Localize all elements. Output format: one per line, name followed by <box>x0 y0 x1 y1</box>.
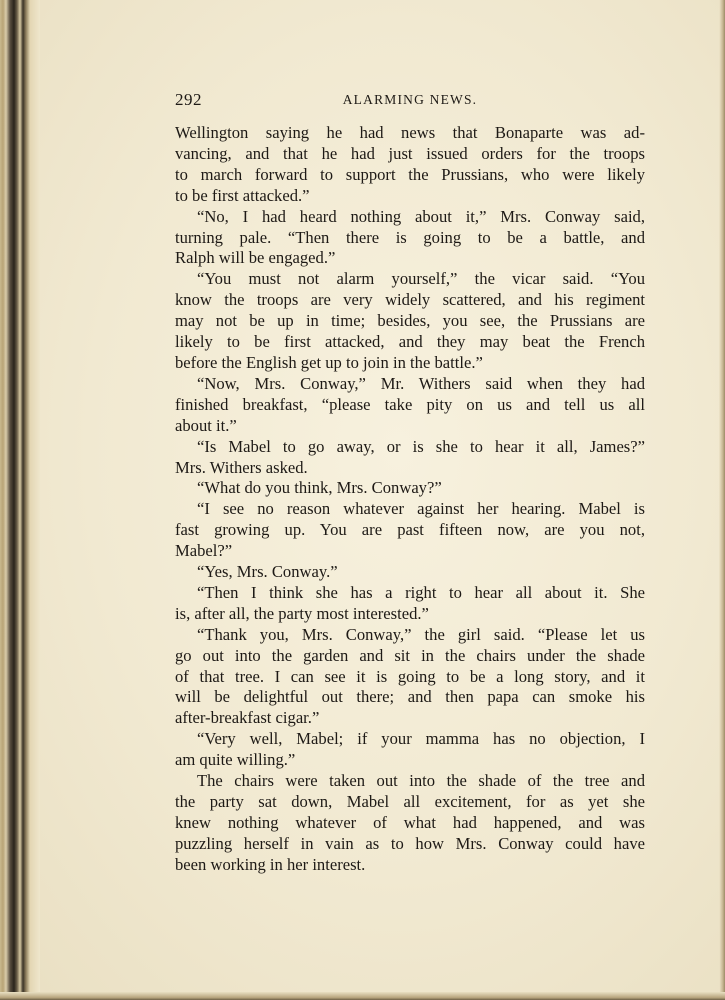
text-line: Mabel?” <box>175 541 233 561</box>
text-line: The chairs were taken out into the shade of the tree and <box>197 771 645 791</box>
text-line: likely to be first attacked, and they may beat the French <box>175 332 645 352</box>
text-line: “I see no reason whatever against her hearing. Mabel is <box>197 499 645 519</box>
text-line: of that tree. I can see it is going to be a long story, and it <box>175 666 645 686</box>
text-line: may not be up in time; besides, you see, the Prussians are <box>175 311 645 331</box>
text-line: “Thank you, Mrs. Conway,” the girl said. “Please let us <box>197 624 645 644</box>
text-line: “Now, Mrs. Conway,” Mr. Withers said when they had <box>197 373 645 393</box>
text-line: Mrs. Withers asked. <box>175 457 308 477</box>
text-line: “Is Mabel to go away, or is she to hear it all, James?” <box>197 436 645 456</box>
text-line: will be delightful out there; and then papa can smoke his <box>175 687 645 707</box>
text-line: “What do you think, Mrs. Conway?” <box>197 478 442 498</box>
page-edge-bottom <box>0 992 725 1000</box>
text-line: before the English get up to join in the battle.” <box>175 352 483 372</box>
text-line: go out into the garden and sit in the chairs under the shade <box>175 645 645 665</box>
text-line: “Very well, Mabel; if your mamma has no objection, I <box>197 729 645 749</box>
book-spine <box>0 0 40 1000</box>
running-head: ALARMING NEWS. <box>342 92 478 107</box>
page-header <box>175 90 645 112</box>
text-line: the party sat down, Mabel all excitement, for as yet she <box>175 792 645 811</box>
text-line: about it.” <box>175 415 237 435</box>
text-line: fast growing up. You are past fifteen now, are you not, <box>175 520 645 540</box>
text-line: finished breakfast, “please take pity on us and tell us all <box>175 394 645 414</box>
text-line: Wellington saying he had news that Bonaparte was ad- <box>175 123 645 142</box>
text-line: after-breakfast cigar.” <box>175 708 320 728</box>
text-line: knew nothing whatever of what had happened, and was <box>175 812 645 832</box>
text-line: been working in her interest. <box>175 854 366 874</box>
text-line: “Yes, Mrs. Conway.” <box>197 562 338 582</box>
text-line: know the troops are very widely scattered, and his regiment <box>175 290 645 310</box>
text-line: “No, I had heard nothing about it,” Mrs. Conway said, <box>197 206 645 226</box>
page-edge-right <box>719 0 725 1000</box>
text-line: “You must not alarm yourself,” the vicar said. “You <box>197 269 645 289</box>
page-number: 292 <box>175 90 202 109</box>
text-line: Ralph will be engaged.” <box>175 248 336 268</box>
text-line: puzzling herself in vain as to how Mrs. Conway could have <box>175 833 645 853</box>
text-line: to march forward to support the Prussians, who were likely <box>175 164 645 184</box>
text-line: is, after all, the party most interested.” <box>175 603 429 623</box>
text-line: vancing, and that he had just issued orders for the troops <box>175 143 645 163</box>
text-line: to be first attacked.” <box>175 185 310 205</box>
text-line: “Then I think she has a right to hear all about it. She <box>197 582 645 602</box>
body-text <box>175 123 645 876</box>
text-line: am quite willing.” <box>175 750 296 770</box>
text-line: turning pale. “Then there is going to be a battle, and <box>175 227 645 247</box>
